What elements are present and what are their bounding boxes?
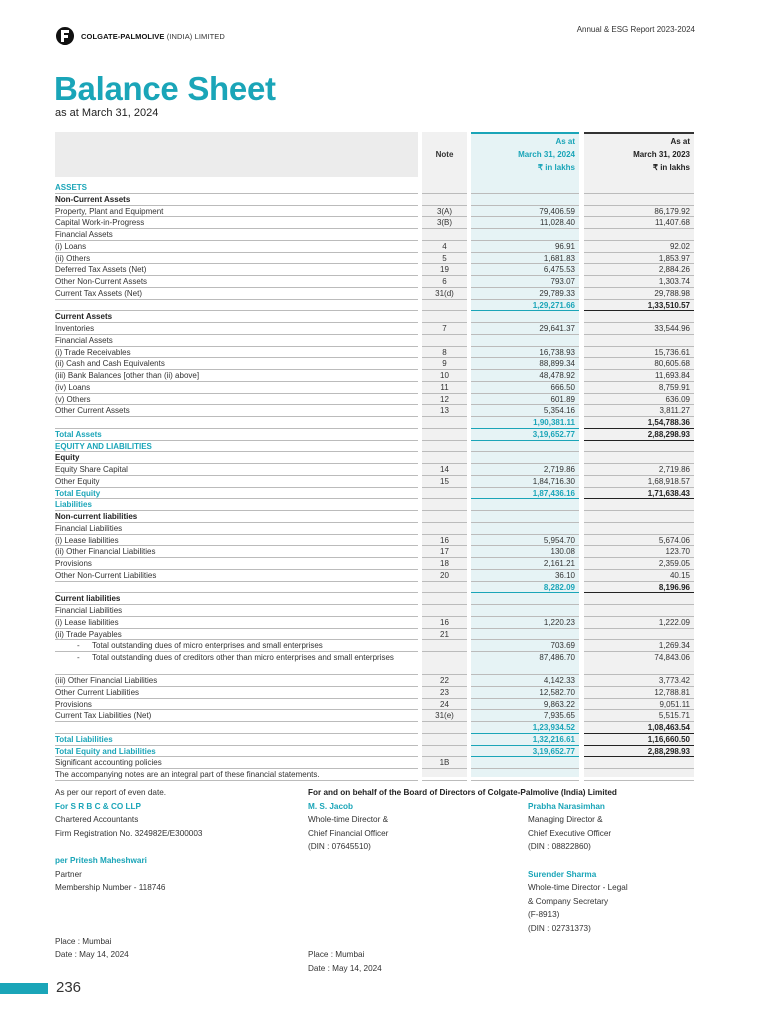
row-value-2023: 2,884.26 <box>584 264 694 276</box>
row-value-2024: 5,354.16 <box>471 405 579 417</box>
row-note: 16 <box>422 535 467 547</box>
row-note <box>422 182 467 194</box>
row-value-2024: 11,028.40 <box>471 217 579 229</box>
page-number-bar <box>0 983 48 994</box>
row-value-2023: 2,719.86 <box>584 464 694 476</box>
row-label: Other Equity <box>55 476 418 488</box>
row-label: Total Assets <box>55 429 418 441</box>
row-value-2024: 79,406.59 <box>471 206 579 218</box>
table-row <box>55 734 699 746</box>
row-note: 18 <box>422 558 467 570</box>
legal-title-1: Whole-time Director - Legal <box>528 883 628 893</box>
legal-title-2: & Company Secretary <box>528 896 609 906</box>
row-value-2023: 123.70 <box>584 546 694 558</box>
row-value-2023: 3,773.42 <box>584 675 694 687</box>
row-value-2023 <box>584 605 694 617</box>
row-note <box>422 523 467 535</box>
row-note: 8 <box>422 347 467 359</box>
row-value-2023: 80,605.68 <box>584 358 694 370</box>
row-value-2024: 1,23,934.52 <box>471 722 579 734</box>
row-value-2024 <box>471 441 579 453</box>
row-value-2024: 2,719.86 <box>471 464 579 476</box>
row-note <box>422 769 467 781</box>
row-value-2023 <box>584 194 694 206</box>
row-note: 7 <box>422 323 467 335</box>
row-label: Equity Share Capital <box>55 464 418 476</box>
row-note: 10 <box>422 370 467 382</box>
row-value-2024: 87,486.70 <box>471 652 579 675</box>
row-label: (i) Lease liabilities <box>55 617 418 629</box>
label-header-bg <box>55 132 418 177</box>
row-note: 5 <box>422 253 467 265</box>
partner-title: Partner <box>55 869 82 879</box>
row-value-2024: 1,87,436.16 <box>471 488 579 500</box>
row-note <box>422 582 467 594</box>
row-value-2024 <box>471 511 579 523</box>
previous-year-top-rule <box>584 132 694 134</box>
row-value-2024: 1,32,216.61 <box>471 734 579 746</box>
row-value-2023: 33,544.96 <box>584 323 694 335</box>
row-label: Other Non-Current Liabilities <box>55 570 418 582</box>
row-value-2023: 1,68,918.57 <box>584 476 694 488</box>
row-value-2024: 1,84,716.30 <box>471 476 579 488</box>
row-value-2023 <box>584 593 694 605</box>
row-value-2024: 3,19,652.77 <box>471 429 579 441</box>
row-value-2023: 636.09 <box>584 394 694 406</box>
row-value-2023: 1,54,788.36 <box>584 417 694 429</box>
auditor-column <box>55 786 295 962</box>
table-row <box>55 593 699 605</box>
md-title-2: Chief Executive Officer <box>528 828 612 838</box>
table-row <box>55 217 699 229</box>
row-label: (ii) Trade Payables <box>55 629 418 641</box>
row-value-2023: 12,788.81 <box>584 687 694 699</box>
row-value-2023: 2,88,298.93 <box>584 746 694 758</box>
row-value-2023: 5,674.06 <box>584 535 694 547</box>
row-value-2023 <box>584 769 694 781</box>
board-statement: For and on behalf of the Board of Directors of Colgate-Palmolive (India) Limited <box>308 788 617 797</box>
row-value-2023: 1,303.74 <box>584 276 694 288</box>
row-value-2023: 5,515.71 <box>584 710 694 722</box>
row-note: 19 <box>422 264 467 276</box>
row-label: Total Equity and Liabilities <box>55 746 418 758</box>
row-value-2023: 2,88,298.93 <box>584 429 694 441</box>
row-value-2023: 86,179.92 <box>584 206 694 218</box>
table-row <box>55 276 699 288</box>
row-value-2023 <box>584 523 694 535</box>
table-row <box>55 382 699 394</box>
row-value-2023: 74,843.06 <box>584 652 694 675</box>
row-value-2024 <box>471 757 579 769</box>
row-label <box>55 582 418 594</box>
row-label: Financial Assets <box>55 335 418 347</box>
row-label: Financial Liabilities <box>55 523 418 535</box>
row-label: Current Assets <box>55 311 418 323</box>
row-value-2023 <box>584 311 694 323</box>
row-note <box>422 488 467 500</box>
row-value-2024 <box>471 182 579 194</box>
row-note: 3(B) <box>422 217 467 229</box>
row-value-2023: 1,269.34 <box>584 640 694 652</box>
row-note: 4 <box>422 241 467 253</box>
row-value-2024: 4,142.33 <box>471 675 579 687</box>
row-value-2024: 3,19,652.77 <box>471 746 579 758</box>
row-value-2023: 11,407.68 <box>584 217 694 229</box>
row-label: Financial Liabilities <box>55 605 418 617</box>
table-row <box>55 182 699 194</box>
row-value-2024: 88,899.34 <box>471 358 579 370</box>
row-value-2024 <box>471 311 579 323</box>
row-label: (i) Loans <box>55 241 418 253</box>
row-value-2024: 1,681.83 <box>471 253 579 265</box>
row-label: - Total outstanding dues of creditors other than micro enterprises and small enterprises <box>55 652 418 675</box>
table-row <box>55 535 699 547</box>
row-label: Property, Plant and Equipment <box>55 206 418 218</box>
row-note <box>422 229 467 241</box>
row-label: Current Tax Liabilities (Net) <box>55 710 418 722</box>
md-title-1: Managing Director & <box>528 815 603 825</box>
row-label: Equity <box>55 452 418 464</box>
row-value-2024: 2,161.21 <box>471 558 579 570</box>
table-row <box>55 605 699 617</box>
table-row <box>55 675 699 687</box>
row-label: (ii) Other Financial Liabilities <box>55 546 418 558</box>
row-note <box>422 511 467 523</box>
row-value-2023: 1,222.09 <box>584 617 694 629</box>
row-note: 11 <box>422 382 467 394</box>
row-note: 9 <box>422 358 467 370</box>
row-value-2023: 29,788.98 <box>584 288 694 300</box>
row-note <box>422 429 467 441</box>
company-logo <box>55 26 225 46</box>
auditor-firm: For S R B C & CO LLP <box>55 801 141 811</box>
report-reference: As per our report of even date. <box>55 788 167 797</box>
colgate-logo-icon <box>55 26 75 46</box>
row-value-2024: 793.07 <box>471 276 579 288</box>
table-row <box>55 335 699 347</box>
row-value-2024: 1,220.23 <box>471 617 579 629</box>
row-label <box>55 722 418 734</box>
row-value-2024 <box>471 499 579 511</box>
current-year-header: As at March 31, 2024 ₹ in lakhs <box>518 137 575 172</box>
row-value-2023: 1,71,638.43 <box>584 488 694 500</box>
row-value-2024: 666.50 <box>471 382 579 394</box>
row-label: (ii) Cash and Cash Equivalents <box>55 358 418 370</box>
row-value-2024 <box>471 629 579 641</box>
row-label: Current liabilities <box>55 593 418 605</box>
row-label: Other Current Assets <box>55 405 418 417</box>
row-label: Non-current liabilities <box>55 511 418 523</box>
cfo-din: (DIN : 07645510) <box>308 842 371 852</box>
table-row <box>55 769 699 781</box>
table-row <box>55 757 699 769</box>
row-note: 21 <box>422 629 467 641</box>
table-row <box>55 405 699 417</box>
row-value-2023: 40.15 <box>584 570 694 582</box>
row-note <box>422 417 467 429</box>
row-label: Provisions <box>55 558 418 570</box>
row-label: Deferred Tax Assets (Net) <box>55 264 418 276</box>
row-note: 24 <box>422 699 467 711</box>
table-row <box>55 652 699 675</box>
bullet-dash: - <box>77 653 80 662</box>
row-value-2024: 130.08 <box>471 546 579 558</box>
cfo-title-1: Whole-time Director & <box>308 815 389 825</box>
row-label: The accompanying notes are an integral part of these financial statements. <box>55 769 418 781</box>
row-value-2024: 601.89 <box>471 394 579 406</box>
table-row <box>55 394 699 406</box>
directors-column <box>528 786 708 936</box>
row-label: Total Liabilities <box>55 734 418 746</box>
row-label: Provisions <box>55 699 418 711</box>
md-din: (DIN : 08822860) <box>528 842 591 852</box>
current-year-top-rule <box>471 132 579 134</box>
table-row <box>55 311 699 323</box>
row-note: 16 <box>422 617 467 629</box>
table-row <box>55 358 699 370</box>
row-note <box>422 746 467 758</box>
table-row <box>55 617 699 629</box>
row-label: (i) Lease liabilities <box>55 535 418 547</box>
row-label: Other Current Liabilities <box>55 687 418 699</box>
row-label <box>55 300 418 312</box>
row-value-2024: 703.69 <box>471 640 579 652</box>
row-value-2023 <box>584 629 694 641</box>
row-value-2024: 29,789.33 <box>471 288 579 300</box>
row-note: 20 <box>422 570 467 582</box>
table-row <box>55 429 699 441</box>
table-row <box>55 441 699 453</box>
row-note <box>422 300 467 312</box>
row-value-2024 <box>471 605 579 617</box>
row-value-2023 <box>584 511 694 523</box>
row-label: (i) Trade Receivables <box>55 347 418 359</box>
partner-membership: Membership Number - 118746 <box>55 883 166 893</box>
note-column-header: Note <box>435 150 454 159</box>
row-value-2024 <box>471 769 579 781</box>
row-note: 31(e) <box>422 710 467 722</box>
row-note: 17 <box>422 546 467 558</box>
row-note: 22 <box>422 675 467 687</box>
row-value-2024: 96.91 <box>471 241 579 253</box>
row-note <box>422 652 467 675</box>
row-note: 15 <box>422 476 467 488</box>
table-row <box>55 570 699 582</box>
row-label: Inventories <box>55 323 418 335</box>
table-row <box>55 300 699 312</box>
table-row <box>55 464 699 476</box>
auditor-registration: Firm Registration No. 324982E/E300003 <box>55 828 203 838</box>
row-value-2024: 7,935.65 <box>471 710 579 722</box>
table-row <box>55 687 699 699</box>
place-auditor: Place : Mumbai <box>55 936 112 946</box>
row-value-2024 <box>471 452 579 464</box>
row-label: Liabilities <box>55 499 418 511</box>
date-auditor: Date : May 14, 2024 <box>55 950 129 960</box>
table-row <box>55 558 699 570</box>
row-label: Total Equity <box>55 488 418 500</box>
row-value-2024 <box>471 229 579 241</box>
row-value-2024: 1,90,381.11 <box>471 417 579 429</box>
row-value-2023: 1,853.97 <box>584 253 694 265</box>
legal-title-3: (F-8913) <box>528 910 560 920</box>
row-value-2023 <box>584 182 694 194</box>
row-value-2023 <box>584 452 694 464</box>
md-name: Prabha Narasimhan <box>528 801 605 811</box>
row-label: (iv) Loans <box>55 382 418 394</box>
table-row <box>55 370 699 382</box>
table-row <box>55 523 699 535</box>
row-note: 3(A) <box>422 206 467 218</box>
page-number: 236 <box>56 979 82 996</box>
row-value-2023 <box>584 229 694 241</box>
row-note <box>422 640 467 652</box>
row-value-2023 <box>584 335 694 347</box>
row-note: 1B <box>422 757 467 769</box>
row-label: Current Tax Assets (Net) <box>55 288 418 300</box>
row-note <box>422 734 467 746</box>
row-note: 12 <box>422 394 467 406</box>
table-row <box>55 722 699 734</box>
row-label <box>55 417 418 429</box>
table-row <box>55 206 699 218</box>
table-row <box>55 229 699 241</box>
date-board: Date : May 14, 2024 <box>308 963 382 973</box>
table-row <box>55 241 699 253</box>
row-value-2024: 16,738.93 <box>471 347 579 359</box>
row-value-2023: 1,33,510.57 <box>584 300 694 312</box>
auditor-type: Chartered Accountants <box>55 815 139 825</box>
row-note <box>422 593 467 605</box>
row-note <box>422 605 467 617</box>
row-label: Non-Current Assets <box>55 194 418 206</box>
table-row <box>55 640 699 652</box>
row-value-2024 <box>471 335 579 347</box>
row-value-2023: 1,08,463.54 <box>584 722 694 734</box>
row-value-2023: 9,051.11 <box>584 699 694 711</box>
table-row <box>55 629 699 641</box>
legal-din: (DIN : 02731373) <box>528 923 591 933</box>
table-row <box>55 288 699 300</box>
table-row <box>55 452 699 464</box>
row-label: (ii) Others <box>55 253 418 265</box>
row-value-2024: 1,29,271.66 <box>471 300 579 312</box>
table-row <box>55 417 699 429</box>
row-value-2023: 2,359.05 <box>584 558 694 570</box>
row-value-2024: 5,954.70 <box>471 535 579 547</box>
row-value-2024: 48,478.92 <box>471 370 579 382</box>
row-value-2023: 8,196.96 <box>584 582 694 594</box>
table-row <box>55 253 699 265</box>
row-value-2023: 92.02 <box>584 241 694 253</box>
table-row <box>55 194 699 206</box>
row-note <box>422 452 467 464</box>
page-title: Balance Sheet <box>54 70 276 107</box>
table-row <box>55 264 699 276</box>
row-value-2024 <box>471 523 579 535</box>
row-label: (iii) Bank Balances [other than (ii) above] <box>55 370 418 382</box>
table-body <box>55 182 699 781</box>
row-value-2023: 8,759.91 <box>584 382 694 394</box>
row-note <box>422 194 467 206</box>
table-row <box>55 476 699 488</box>
table-row <box>55 582 699 594</box>
table-row <box>55 499 699 511</box>
row-note <box>422 499 467 511</box>
row-note <box>422 335 467 347</box>
row-note: 6 <box>422 276 467 288</box>
row-note: 23 <box>422 687 467 699</box>
table-row <box>55 546 699 558</box>
cfo-title-2: Chief Financial Officer <box>308 828 389 838</box>
row-value-2024 <box>471 593 579 605</box>
row-note <box>422 441 467 453</box>
bullet-dash: - <box>77 641 80 651</box>
row-label: Significant accounting policies <box>55 757 418 769</box>
row-label: Financial Assets <box>55 229 418 241</box>
row-note <box>422 722 467 734</box>
row-value-2024: 8,282.09 <box>471 582 579 594</box>
row-value-2024: 29,641.37 <box>471 323 579 335</box>
row-value-2023: 3,811.27 <box>584 405 694 417</box>
place-board: Place : Mumbai <box>308 949 365 959</box>
partner-name: per Pritesh Maheshwari <box>55 855 147 865</box>
row-value-2023 <box>584 757 694 769</box>
row-note: 31(d) <box>422 288 467 300</box>
row-value-2024: 6,475.53 <box>471 264 579 276</box>
cfo-name: M. S. Jacob <box>308 801 354 811</box>
brand-name: COLGATE-PALMOLIVE (INDIA) LIMITED <box>81 31 225 41</box>
row-value-2024: 9,863.22 <box>471 699 579 711</box>
row-value-2024: 12,582.70 <box>471 687 579 699</box>
report-title: Annual & ESG Report 2023-2024 <box>576 25 695 34</box>
row-value-2024 <box>471 194 579 206</box>
row-label: EQUITY AND LIABILITIES <box>55 441 418 453</box>
legal-director-name: Surender Sharma <box>528 869 597 879</box>
table-row <box>55 347 699 359</box>
table-row <box>55 699 699 711</box>
row-value-2023 <box>584 441 694 453</box>
row-note: 14 <box>422 464 467 476</box>
page-subtitle: as at March 31, 2024 <box>55 107 159 119</box>
table-row <box>55 710 699 722</box>
row-value-2023 <box>584 499 694 511</box>
row-label: Other Non-Current Assets <box>55 276 418 288</box>
row-label: (v) Others <box>55 394 418 406</box>
row-value-2023: 11,693.84 <box>584 370 694 382</box>
row-value-2024: 36.10 <box>471 570 579 582</box>
row-label: ASSETS <box>55 182 418 194</box>
row-note: 13 <box>422 405 467 417</box>
table-row <box>55 323 699 335</box>
row-value-2023: 15,736.61 <box>584 347 694 359</box>
row-label: - Total outstanding dues of micro enterprises and small enterprises <box>55 640 418 652</box>
table-row <box>55 746 699 758</box>
row-label: Capital Work-in-Progress <box>55 217 418 229</box>
row-value-2023: 1,16,660.50 <box>584 734 694 746</box>
row-note <box>422 311 467 323</box>
table-row <box>55 511 699 523</box>
table-row <box>55 488 699 500</box>
row-label: (iii) Other Financial Liabilities <box>55 675 418 687</box>
previous-year-header: As at March 31, 2023 ₹ in lakhs <box>633 137 690 172</box>
